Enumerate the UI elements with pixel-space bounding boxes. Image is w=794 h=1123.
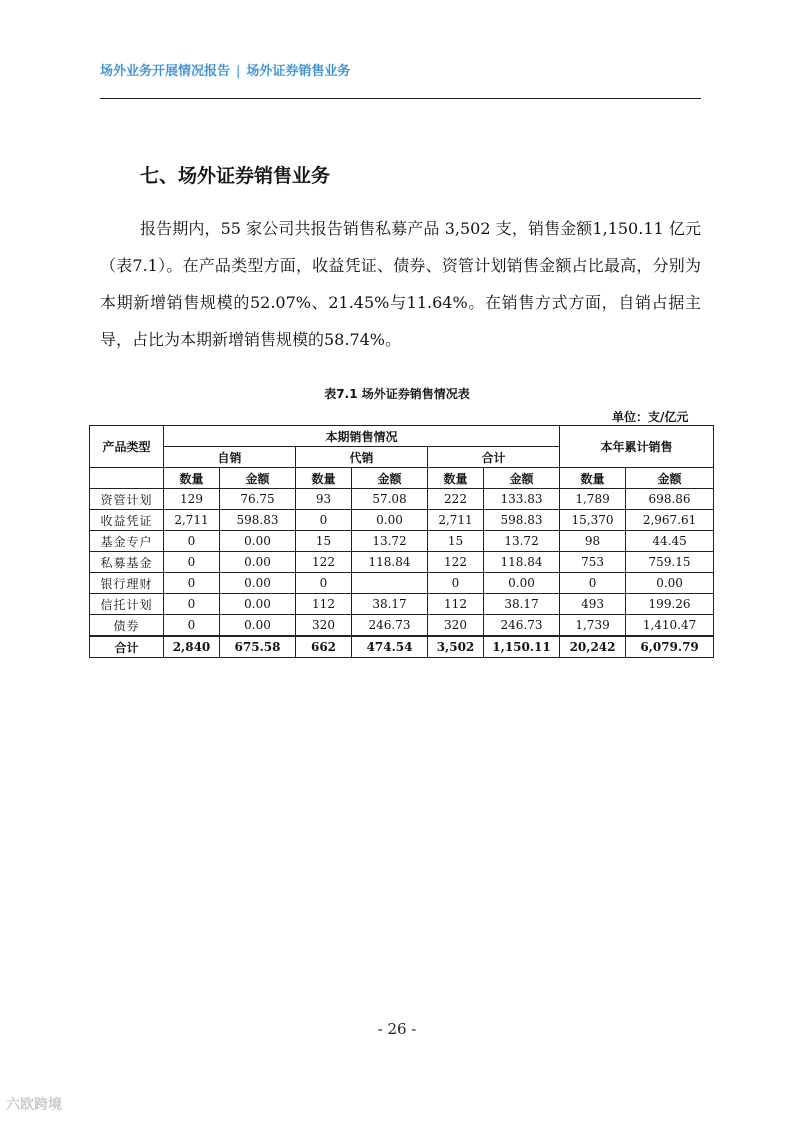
header-amount: 金额: [352, 468, 428, 489]
header-amount: 金额: [626, 468, 714, 489]
table-body: [90, 489, 714, 658]
table-total-row: [90, 636, 714, 658]
header-current-period: 本期销售情况: [164, 426, 560, 447]
table-cell: 598.83: [484, 510, 560, 531]
table-cell: 222: [428, 489, 484, 510]
table-cell-category: 信托计划: [90, 594, 164, 615]
table-cell: 753: [560, 552, 626, 573]
table-cell: 3,502: [428, 636, 484, 658]
table-cell: 0: [164, 615, 220, 637]
table-cell: 662: [296, 636, 352, 658]
table-cell: 759.15: [626, 552, 714, 573]
table-cell: 0.00: [626, 573, 714, 594]
table-cell: 76.75: [220, 489, 296, 510]
table-row: [90, 510, 714, 531]
table-cell: 1,739: [560, 615, 626, 637]
table-cell: 122: [428, 552, 484, 573]
table-cell: 1,150.11: [484, 636, 560, 658]
table-cell: 0.00: [220, 531, 296, 552]
table-row: [90, 594, 714, 615]
table-row: [90, 531, 714, 552]
header-amount: 金额: [484, 468, 560, 489]
header-separator: |: [236, 64, 241, 79]
table-row: [90, 489, 714, 510]
section-title: 七、场外证券销售业务: [140, 165, 331, 187]
table-cell: 15: [428, 531, 484, 552]
table-cell: 133.83: [484, 489, 560, 510]
watermark-logo: 六欧跨境: [6, 1097, 62, 1113]
table-cell: 13.72: [352, 531, 428, 552]
table-cell: 598.83: [220, 510, 296, 531]
table-cell: 0.00: [220, 615, 296, 637]
table-cell: 0.00: [220, 594, 296, 615]
header-self-sale: 自销: [164, 447, 296, 468]
table-cell: 93: [296, 489, 352, 510]
header-qty: 数量: [560, 468, 626, 489]
table-cell: 246.73: [352, 615, 428, 637]
header-section-title: 场外证券销售业务: [246, 64, 351, 79]
table-cell: 112: [296, 594, 352, 615]
body-paragraph: 报告期内，55 家公司共报告销售私募产品 3,502 支，销售金额1,150.11 亿元（表7.1）。在产品类型方面，收益凭证、债券、资管计划销售金额占比最高，分别为本期新增销售规模的52.07%、21.45%与11.64%。在销售方式方面，自销占据主导，占比为本期新增销售规模的58.74%。: [100, 219, 701, 349]
page-number: - 26 -: [377, 1020, 417, 1038]
header-qty: 数量: [164, 468, 220, 489]
table-cell: 246.73: [484, 615, 560, 637]
table-cell: 675.58: [220, 636, 296, 658]
table-cell: 98: [560, 531, 626, 552]
table-cell: 0: [164, 531, 220, 552]
table-cell: 2,711: [164, 510, 220, 531]
table-unit: 单位：支/亿元: [612, 410, 689, 424]
header-product-type: 产品类型: [90, 426, 164, 468]
table-cell: 0.00: [220, 552, 296, 573]
header-qty: 数量: [428, 468, 484, 489]
table-cell: 13.72: [484, 531, 560, 552]
table-cell: 20,242: [560, 636, 626, 658]
table-cell: 0.00: [484, 573, 560, 594]
table-cell: 57.08: [352, 489, 428, 510]
table-cell-category: 合计: [90, 636, 164, 658]
table-cell-category: 资管计划: [90, 489, 164, 510]
table-cell-category: 银行理财: [90, 573, 164, 594]
table-cell: 0: [296, 573, 352, 594]
table-cell: 6,079.79: [626, 636, 714, 658]
header-subtotal: 合计: [428, 447, 560, 468]
table-cell: 199.26: [626, 594, 714, 615]
header-report-title: 场外业务开展情况报告: [100, 64, 231, 79]
table-cell-category: 私募基金: [90, 552, 164, 573]
table-cell: 118.84: [484, 552, 560, 573]
header-divider: [100, 98, 701, 99]
table-cell: 112: [428, 594, 484, 615]
table-cell: 122: [296, 552, 352, 573]
table-cell: 0.00: [220, 573, 296, 594]
table-cell: 474.54: [352, 636, 428, 658]
table-cell: 493: [560, 594, 626, 615]
header-ytd: 本年累计销售: [560, 426, 714, 468]
table-cell: 698.86: [626, 489, 714, 510]
table-cell-category: 基金专户: [90, 531, 164, 552]
table-cell: 118.84: [352, 552, 428, 573]
table-cell: 0: [164, 594, 220, 615]
table-cell: 15: [296, 531, 352, 552]
table-row: [90, 552, 714, 573]
table-row: [90, 615, 714, 637]
table-caption: 表7.1 场外证券销售情况表: [324, 387, 470, 401]
table-cell: 15,370: [560, 510, 626, 531]
table-cell-category: 债券: [90, 615, 164, 637]
table-cell-category: 收益凭证: [90, 510, 164, 531]
table-cell: 0: [428, 573, 484, 594]
table-cell: 1,410.47: [626, 615, 714, 637]
table-cell: 0: [560, 573, 626, 594]
table-cell: 38.17: [352, 594, 428, 615]
table-cell: 0.00: [352, 510, 428, 531]
header-amount: 金额: [220, 468, 296, 489]
table-cell: [352, 573, 428, 594]
table-cell: 2,967.61: [626, 510, 714, 531]
table-row: [90, 573, 714, 594]
table-cell: 2,840: [164, 636, 220, 658]
table-cell: 1,789: [560, 489, 626, 510]
table-cell: 320: [296, 615, 352, 637]
table-cell: 38.17: [484, 594, 560, 615]
table-cell: 44.45: [626, 531, 714, 552]
header-blank: [90, 468, 164, 489]
sales-table: [89, 425, 714, 658]
table-cell: 320: [428, 615, 484, 637]
table-cell: 0: [164, 552, 220, 573]
table-cell: 2,711: [428, 510, 484, 531]
header-qty: 数量: [296, 468, 352, 489]
table-cell: 129: [164, 489, 220, 510]
running-header: [100, 60, 700, 79]
table-cell: 0: [164, 573, 220, 594]
header-agency-sale: 代销: [296, 447, 428, 468]
table-cell: 0: [296, 510, 352, 531]
